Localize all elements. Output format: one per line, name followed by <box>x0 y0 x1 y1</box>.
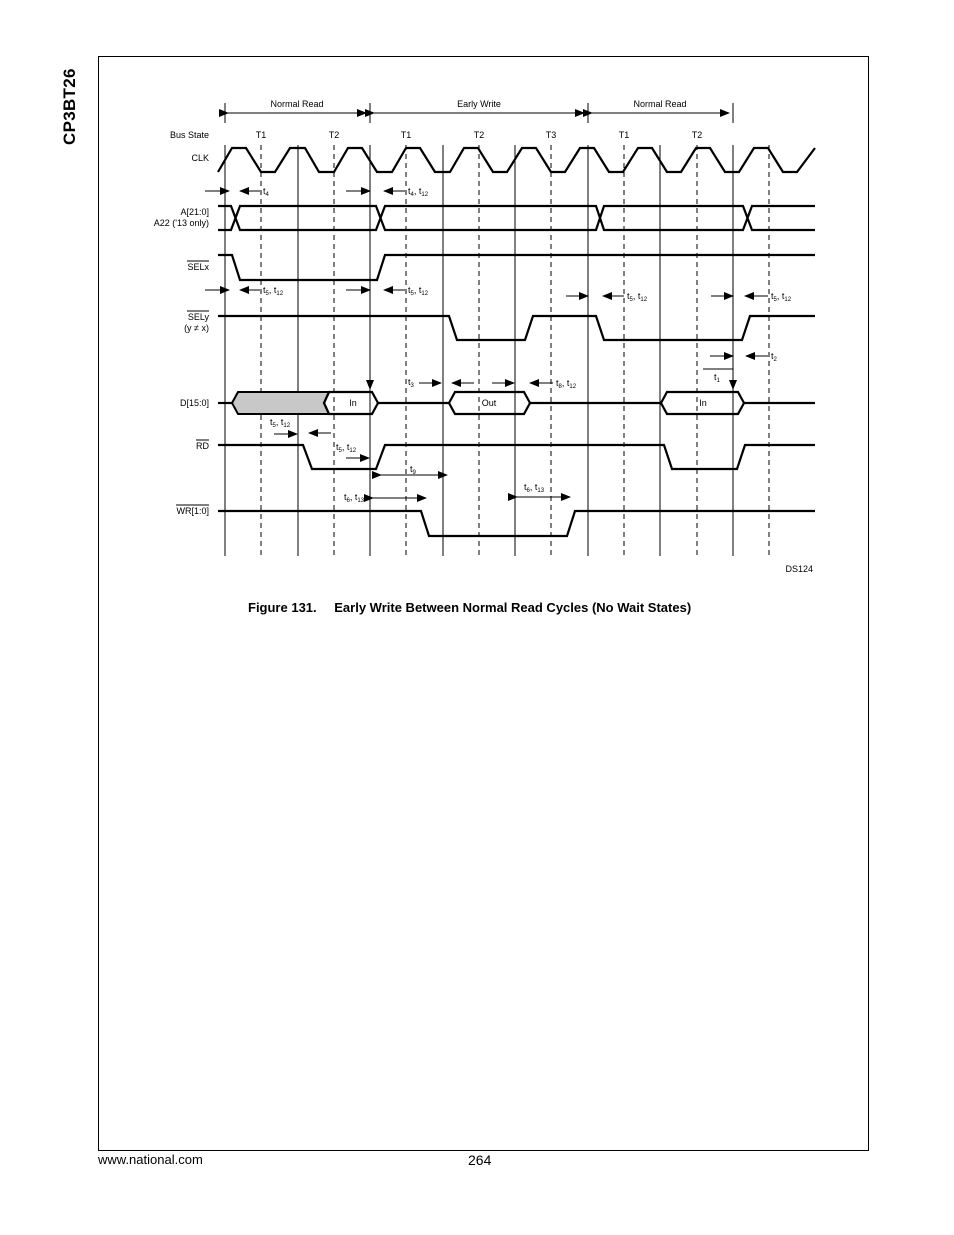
phase-brackets <box>225 99 733 123</box>
bus-states <box>170 130 702 140</box>
data-waveform <box>218 392 815 414</box>
signal-addr-label-2: A22 ('13 only) <box>153 218 209 228</box>
bus-state: T3 <box>545 130 557 140</box>
bus-state: T2 <box>328 130 340 140</box>
timing-label-t9: $t_9$ <box>410 464 416 476</box>
signal-sely-label: SELy <box>187 312 209 322</box>
timing-label-t1: $t_1$ <box>714 372 720 384</box>
bus-state: T1 <box>400 130 412 140</box>
timing-label-t5-t12: $t_5$, $t_{12}$ <box>336 442 357 454</box>
diagram-ref: DS124 <box>785 564 813 574</box>
wr-waveform <box>218 511 815 536</box>
bus-state: T1 <box>255 130 267 140</box>
timing-label-t4-t12: $t_4$, $t_{12}$ <box>408 186 429 198</box>
rd-waveform <box>218 445 815 469</box>
timing-label-t5-t12: $t_5$, $t_{12}$ <box>771 291 792 303</box>
bus-state: T1 <box>618 130 630 140</box>
timing-label-t5-t12: $t_5$, $t_{12}$ <box>627 291 648 303</box>
data-in-label: In <box>349 398 357 408</box>
figure-title: Early Write Between Normal Read Cycles (No Wait States) <box>334 600 692 615</box>
signal-data-label: D[15:0] <box>179 398 209 408</box>
bus-state: T2 <box>691 130 703 140</box>
timing-label-t5-t12: $t_5$, $t_{12}$ <box>270 417 291 429</box>
address-waveform <box>218 206 815 230</box>
page-number: 264 <box>468 1152 492 1168</box>
signal-rd-label: RD <box>196 441 209 451</box>
timing-label-t6-t13: $t_6$, $t_{13}$ <box>344 492 365 504</box>
phase-label: Early Write <box>457 99 501 109</box>
signal-labels <box>154 153 210 516</box>
timing-label-t2: $t_2$ <box>771 351 777 363</box>
selx-waveform <box>218 255 815 280</box>
phase-label: Normal Read <box>270 99 324 109</box>
clk-waveform <box>218 148 815 172</box>
phase-label: Normal Read <box>633 99 687 109</box>
data-in-label: In <box>699 398 707 408</box>
signal-wr-label: WR[1:0] <box>176 506 209 516</box>
signal-addr-label: A[21:0] <box>180 207 209 217</box>
timing-label-t4: $t_4$ <box>263 186 269 198</box>
timing-label-t6-t13: $t_6$, $t_{13}$ <box>524 482 545 494</box>
data-out-label: Out <box>481 398 497 408</box>
footer-url: www.national.com <box>98 1152 203 1167</box>
timing-label-t8-t12: $t_8$, $t_{12}$ <box>556 378 577 390</box>
side-title: CP3BT26 <box>60 68 79 145</box>
bus-state: T2 <box>473 130 485 140</box>
signal-sely-note: (y ≠ x) <box>184 323 209 333</box>
signal-selx-label: SELx <box>187 262 209 272</box>
timing-annotations <box>205 186 792 504</box>
timing-label-t5-t12: $t_5$, $t_{12}$ <box>408 285 429 297</box>
figure-caption <box>248 600 691 615</box>
sely-waveform <box>218 316 815 340</box>
timing-label-t3: $t_3$ <box>408 377 414 389</box>
timing-label-t5-t12: $t_5$, $t_{12}$ <box>263 285 284 297</box>
figure-number: Figure 131. <box>248 600 317 615</box>
bus-state-label: Bus State <box>169 130 209 140</box>
signal-clk-label: CLK <box>191 153 209 163</box>
